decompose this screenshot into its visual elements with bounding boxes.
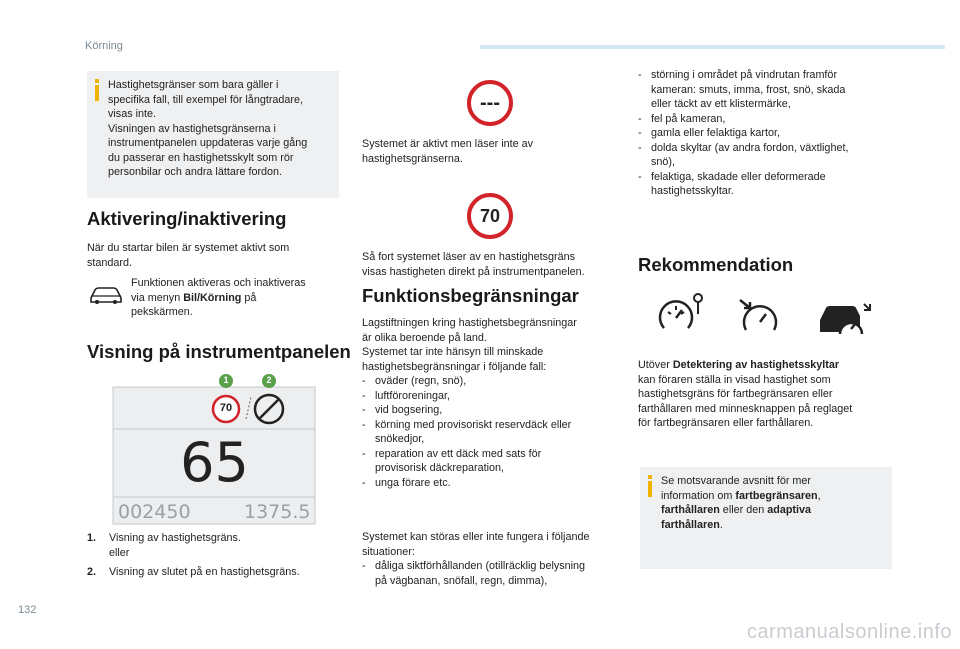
activation-text xyxy=(87,241,342,270)
text-line: kan föraren ställa in visad hastighet som xyxy=(638,373,831,386)
trip-meter: 1375.5 xyxy=(244,501,311,523)
note-line: personbilar och andra lättare fordon. xyxy=(108,166,283,178)
list-item: - oväder (regn, snö), xyxy=(362,374,632,389)
text-line: Systemet kan störas eller inte fungera i följande xyxy=(362,531,590,543)
info-icon xyxy=(95,79,99,101)
list-item: - störning i området på vindrutan framför kameran: smuts, imma, frost, snö, skada eller täckt av ett klistermärke, xyxy=(638,68,908,112)
inactive-sign: --- xyxy=(467,80,513,126)
text-span: , xyxy=(817,489,821,502)
cluster-legend xyxy=(87,531,342,580)
text-line: pekskärmen. xyxy=(131,306,193,318)
text-span: via menyn xyxy=(131,291,184,304)
legend-line: Visning av slutet på en hastighetsgräns. xyxy=(109,566,300,578)
list-item: - dåliga siktförhållanden (otillräcklig belysning på vägbanan, snöfall, regn, dimma), xyxy=(362,559,632,588)
text-line: Systemet är aktivt men läser inte av xyxy=(362,138,534,150)
list-item: - unga förare etc. xyxy=(362,476,632,491)
odometer: 002450 xyxy=(118,501,191,523)
disturbance-intro xyxy=(362,530,632,588)
watermark-url: carmanualsonline.info xyxy=(746,621,952,643)
text-line: Funktionen aktiveras och inaktiveras xyxy=(131,277,306,289)
text-span: information om xyxy=(661,489,736,502)
active-text xyxy=(362,250,632,279)
speed-limit-sign: 70 xyxy=(467,193,513,239)
section-title: Körning xyxy=(85,40,123,52)
list-item: - vid bogsering, xyxy=(362,403,632,418)
note-line: du passerar en hastighetsskylt som rör xyxy=(108,151,294,164)
text-line: farthållaren med minnesknappen på reglaget xyxy=(638,402,853,415)
text-line: hastighetsgränserna. xyxy=(362,152,463,165)
text-line: Se motsvarande avsnitt för mer xyxy=(661,475,812,487)
list-item: - reparation av ett däck med sats för provisorisk däckreparation, xyxy=(362,447,632,476)
speed-limiter-icon xyxy=(658,292,708,334)
list-item: - gamla eller felaktiga kartor, xyxy=(638,126,908,141)
heading-limitations: Funktionsbegränsningar xyxy=(362,285,579,306)
car-icon xyxy=(88,284,124,306)
limitations-intro xyxy=(362,316,632,490)
legend-line: Visning av hastighetsgräns. xyxy=(109,532,241,544)
info-icon xyxy=(648,475,652,497)
text-line: hastighetsbegränsningar i följande fall: xyxy=(362,360,547,373)
header-bar xyxy=(480,45,945,49)
text-bold: adaptiva xyxy=(767,504,812,516)
note-line: visas inte. xyxy=(108,108,157,120)
text-line: hastighetsgräns för fartbegränsaren eller xyxy=(638,388,833,400)
cruise-control-icon xyxy=(736,296,786,336)
text-line: När du startar bilen är systemet aktivt som xyxy=(87,242,290,254)
legend-number: 2. xyxy=(87,566,97,578)
note-line: instrumentpanelen uppdateras varje gång xyxy=(108,137,308,149)
text-bold: farthållaren xyxy=(661,504,720,516)
note-line: Hastighetsgränser som bara gäller i xyxy=(108,79,279,91)
legend-number: 1. xyxy=(87,532,97,544)
menu-path: Bil/Körning xyxy=(183,291,242,304)
note-line: specifika fall, till exempel för långtradare, xyxy=(108,93,304,106)
info-note-recommend xyxy=(640,467,892,569)
heading-recommendation: Rekommendation xyxy=(638,254,794,275)
note-line: Visningen av hastighetsgränserna i xyxy=(108,122,276,135)
heading-activation: Aktivering/inaktivering xyxy=(87,208,287,229)
recommendation-text xyxy=(638,358,908,431)
callout-2: 2 xyxy=(266,375,272,385)
info-note xyxy=(87,71,339,198)
text-line: standard. xyxy=(87,256,133,269)
text-line: är olika beroende på land. xyxy=(362,331,487,344)
disturbance-list-cont xyxy=(638,68,908,199)
list-item: - fel på kameran, xyxy=(638,112,908,127)
text-span: eller den xyxy=(719,504,768,516)
text-line: Lagstiftningen kring hastighetsbegränsningar xyxy=(362,317,577,329)
text-line: för fartbegränsaren eller farthållaren. xyxy=(638,417,814,429)
adaptive-cruise-control-icon xyxy=(816,302,872,338)
page-number: 132 xyxy=(18,604,37,616)
list-item: - dolda skyltar (av andra fordon, växtlighet, snö), xyxy=(638,141,908,170)
speed-limit-sign-value: 70 xyxy=(219,402,233,414)
list-item: - luftföroreningar, xyxy=(362,389,632,404)
heading-display: Visning på instrumentpanelen xyxy=(87,341,351,362)
text-line: situationer: xyxy=(362,545,415,558)
callout-1: 1 xyxy=(223,375,229,385)
activation-menu-text xyxy=(131,276,346,320)
text-line: visas hastigheten direkt på instrumentpanelen. xyxy=(362,265,585,278)
text-line: Så fort systemet läser av en hastighetsgräns xyxy=(362,251,576,263)
text-bold: fartbegränsaren xyxy=(735,489,818,502)
legend-line: eller xyxy=(109,546,130,559)
current-speed: 65 xyxy=(180,431,249,494)
list-item: - felaktiga, skadade eller deformerade hastighetsskyltar. xyxy=(638,170,908,199)
text-span: Utöver xyxy=(638,359,673,371)
inactive-text xyxy=(362,137,622,166)
text-span: . xyxy=(719,518,723,531)
text-line: Systemet tar inte hänsyn till minskade xyxy=(362,346,544,358)
text-bold: Detektering av hastighetsskyltar xyxy=(672,359,840,371)
text-bold: farthållaren xyxy=(661,518,720,531)
instrument-cluster-illustration xyxy=(112,374,317,526)
list-item: - körning med provisoriskt reservdäck eller snökedjor, xyxy=(362,418,632,447)
text-span: på xyxy=(241,291,257,304)
